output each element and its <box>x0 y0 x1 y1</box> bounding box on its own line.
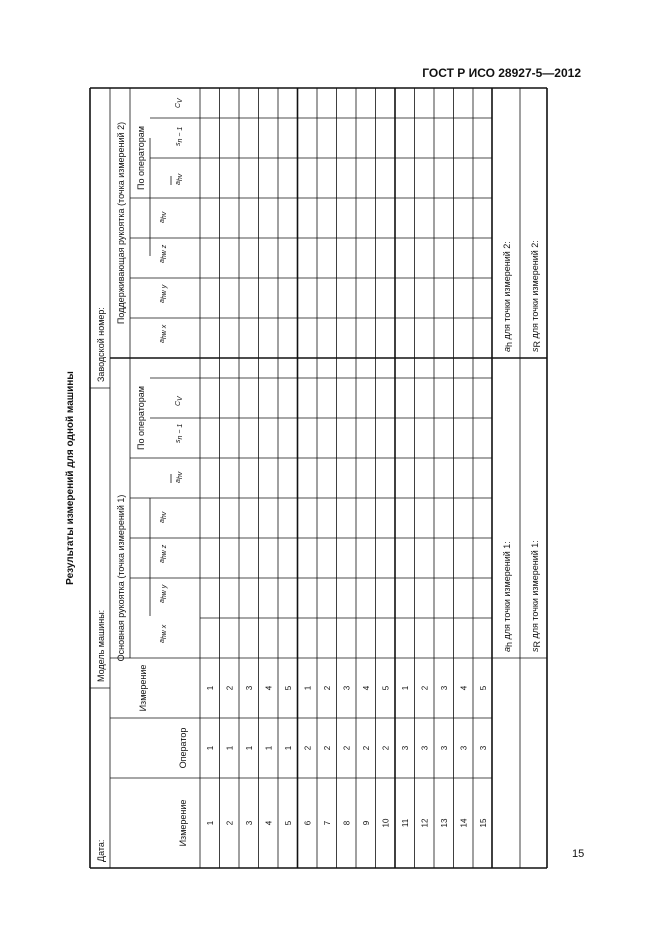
sym-ahv-2: ahv <box>159 211 168 223</box>
footer-sr-2: sR для точки измерений 2: <box>530 240 542 352</box>
footer-ah-2: ah для точки измерений 2: <box>502 241 514 352</box>
cell-measurement2: 1 <box>400 685 410 691</box>
serial-label: Заводской номер: <box>96 307 106 382</box>
cell-measurement2: 5 <box>283 685 293 691</box>
page-number: 15 <box>572 848 585 860</box>
cell-operator: 2 <box>381 745 391 751</box>
cell-measurement: 14 <box>459 818 469 828</box>
cell-measurement: 13 <box>439 818 449 828</box>
sym-ahwy-2: ahw y <box>159 284 168 303</box>
cell-measurement2: 3 <box>439 685 449 691</box>
sym-ahvbar-2: ahv <box>175 173 184 185</box>
cell-measurement2: 5 <box>381 685 391 691</box>
cell-operator: 2 <box>342 745 352 751</box>
cell-measurement: 8 <box>342 820 352 826</box>
cell-operator: 1 <box>264 745 274 751</box>
cell-measurement: 1 <box>205 820 215 826</box>
sym-ahwx-1: ahw x <box>159 624 168 643</box>
sym-sn1-2: sn − 1 <box>175 126 184 146</box>
cell-operator: 3 <box>439 745 449 751</box>
cell-operator: 2 <box>322 745 332 751</box>
footer-sr-1: sR для точки измерений 1: <box>530 540 542 652</box>
cell-measurement: 4 <box>264 820 274 826</box>
model-label: Модель машины: <box>96 609 106 682</box>
sym-cv-2: CV <box>175 98 184 108</box>
cell-measurement2: 2 <box>225 685 235 691</box>
table-body <box>200 88 492 868</box>
sym-cv-1: CV <box>175 396 184 406</box>
operator-header: Оператор <box>178 727 188 769</box>
by-operators-header-2: По операторам <box>136 126 146 190</box>
sym-ahwx-2: ahw x <box>159 324 168 343</box>
cell-operator: 1 <box>283 745 293 751</box>
cell-operator: 3 <box>459 745 469 751</box>
sym-sn1-1: sn − 1 <box>175 423 184 443</box>
support-handle-header: Поддерживающая рукоятка (точка измерений 2) <box>116 121 126 325</box>
footer-ah-1: ah для точки измерений 1: <box>502 541 514 652</box>
cell-measurement: 6 <box>303 820 313 826</box>
sym-ahvbar-1: ahv <box>175 471 184 483</box>
cell-measurement: 9 <box>361 820 371 826</box>
cell-operator: 3 <box>400 745 410 751</box>
measurement-table <box>60 88 560 868</box>
cell-measurement: 7 <box>322 820 332 826</box>
sym-ahv-1: ahv <box>159 511 168 523</box>
standard-designation: ГОСТ Р ИСО 28927-5—2012 <box>422 66 581 80</box>
rotated-table-area <box>60 88 560 868</box>
cell-measurement2: 1 <box>303 685 313 691</box>
cell-measurement: 5 <box>283 820 293 826</box>
cell-measurement2: 5 <box>478 685 488 691</box>
sym-ahwz-1: ahw z <box>159 544 168 563</box>
sym-ahwy-1: ahw y <box>159 584 168 603</box>
cell-measurement: 2 <box>225 820 235 826</box>
cell-measurement2: 4 <box>361 685 371 691</box>
cell-operator: 3 <box>478 745 488 751</box>
sym-ahwz-2: ahw z <box>159 244 168 263</box>
cell-measurement2: 2 <box>420 685 430 691</box>
cell-measurement: 11 <box>400 818 410 828</box>
cell-operator: 1 <box>244 745 254 751</box>
table-title: Результаты измерений для одной машины <box>65 371 76 585</box>
cell-measurement2: 4 <box>264 685 274 691</box>
cell-measurement2: 2 <box>322 685 332 691</box>
by-operators-header-1: По операторам <box>136 386 146 450</box>
date-label: Дата: <box>96 839 106 862</box>
measurement-header: Измерение <box>178 799 188 847</box>
cell-measurement2: 1 <box>205 685 215 691</box>
cell-measurement: 12 <box>420 818 430 828</box>
cell-operator: 2 <box>303 745 313 751</box>
cell-operator: 2 <box>361 745 371 751</box>
cell-measurement2: 3 <box>342 685 352 691</box>
cell-measurement2: 3 <box>244 685 254 691</box>
cell-measurement: 15 <box>478 818 488 828</box>
measurement2-header: Измерение <box>138 664 148 712</box>
cell-operator: 3 <box>420 745 430 751</box>
main-handle-header: Основная рукоятка (точка измерений 1) <box>116 494 126 662</box>
cell-measurement: 10 <box>381 818 391 828</box>
cell-measurement2: 4 <box>459 685 469 691</box>
cell-operator: 1 <box>205 745 215 751</box>
cell-measurement: 3 <box>244 820 254 826</box>
cell-operator: 1 <box>225 745 235 751</box>
